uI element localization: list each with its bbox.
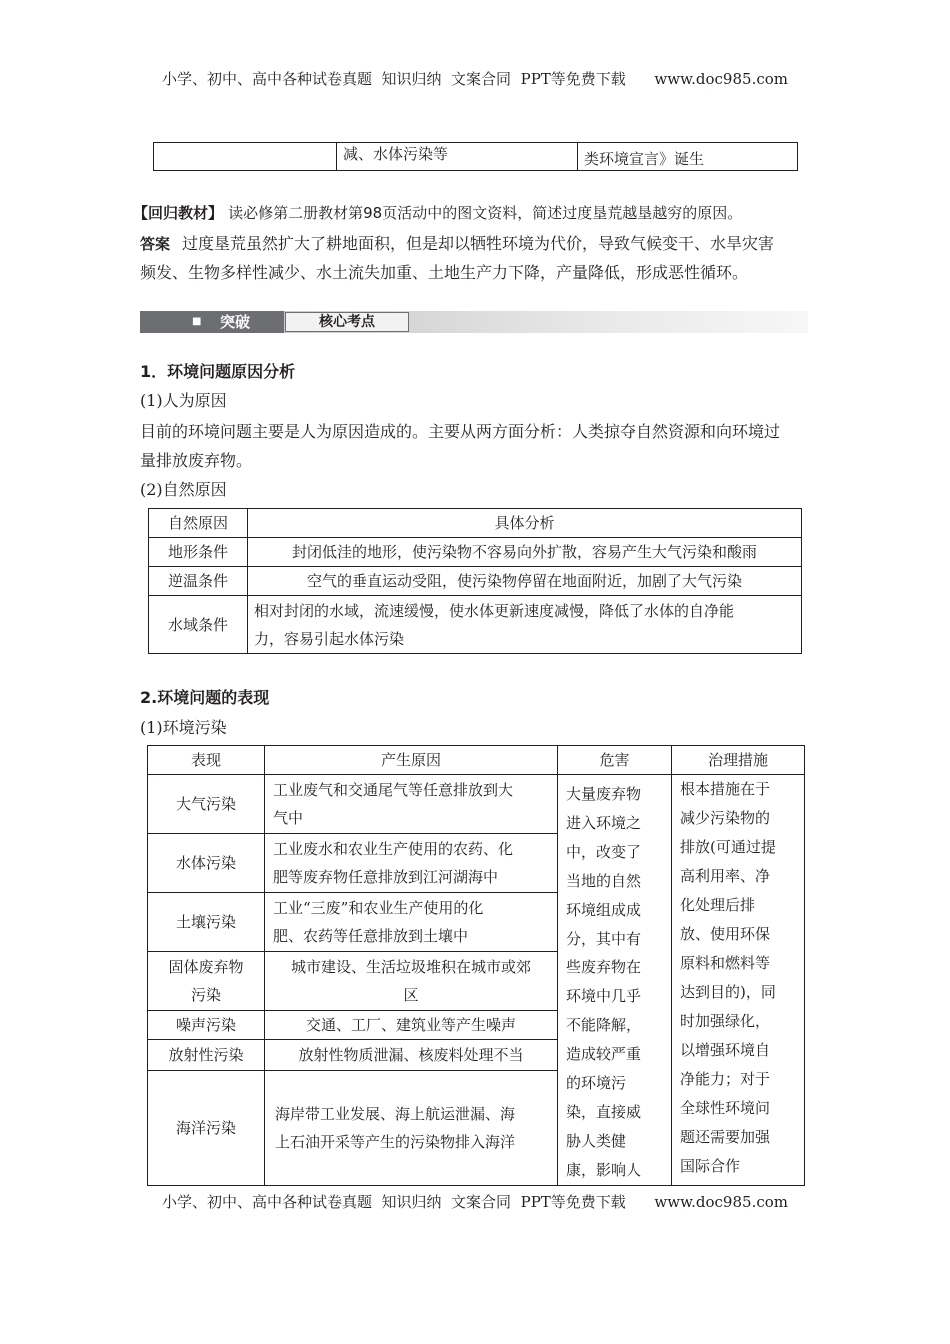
section-banner [140,311,808,333]
pollution-cause [265,775,558,834]
table-header-row [148,746,805,775]
pollution-cause [265,833,558,892]
harm-line: 些废弃物在 [566,958,642,977]
section1-para-2: 量排放废弃物。 [140,451,253,470]
table-row [149,596,802,654]
measure-line: 放、使用环保 [680,925,771,943]
header-cell: 产生原因 [265,746,558,775]
cause-line: 海岸带工业发展、海上航运泄漏、海 [275,1104,516,1123]
pollution-cause [265,951,558,1010]
cause-line: 区 [403,985,419,1004]
row-analysis: 封闭低洼的地形，使污染物不容易向外扩散，容易产生大气污染和酸雨 [248,538,802,567]
harm-line: 康，影响人 [566,1160,642,1179]
pollution-type: 大气污染 [148,775,265,834]
pollution-type: 水体污染 [148,833,265,892]
banner-square-icon: ■ [192,316,202,327]
header-cell: 具体分析 [248,509,802,538]
harm-line: 造成较严重 [566,1045,642,1064]
section1-sub1: (1)人为原因 [140,391,227,410]
measure-line: 净能力；对于 [680,1070,771,1088]
pollution-type: 海洋污染 [148,1070,265,1185]
type-line: 固体废弃物 [168,957,244,976]
section2-sub1: (1)环境污染 [140,718,227,737]
harm-line: 进入环境之 [566,813,642,832]
cause-line: 工业“三废”和农业生产使用的化 [273,898,484,917]
measure-line: 达到目的)，同 [680,983,776,1001]
type-line: 污染 [190,985,221,1004]
harm-line: 中，改变了 [566,842,642,861]
banner-right-text: 核心考点 [285,312,409,332]
row-analysis [248,596,802,654]
measure-line: 高利用率、净 [680,867,771,885]
harm-line: 不能降解， [566,1016,642,1035]
analysis-line: 力，容易引起水体污染 [254,629,405,648]
review-line [133,199,742,227]
cause-line: 工业废气和交通尾气等任意排放到大 [273,780,514,799]
answer-line-1 [140,230,774,258]
banner-dark-part [140,311,284,333]
table-row [149,538,802,567]
answer-text-1: 过度垦荒虽然扩大了耕地面积，但是却以牺牲环境为代价，导致气候变干、水旱灾害 [182,234,775,253]
measure-line: 化处理后排 [680,896,756,914]
section2-title: 2.环境问题的表现 [140,688,270,707]
row-name: 地形条件 [149,538,248,567]
harm-cell [558,775,672,1186]
pollution-type [148,951,265,1010]
cause-line: 肥等废弃物任意排放到江河湖海中 [273,867,499,886]
harm-line: 的环境污 [566,1074,627,1093]
harm-line: 胁人类健 [566,1131,627,1150]
harm-line: 大量废弃物 [566,785,642,803]
table-row [148,775,805,834]
continued-cell-3: 类环境宣言》诞生 [578,143,798,171]
measures-cell [672,775,805,1186]
table-header-row [149,509,802,538]
row-name: 逆温条件 [149,567,248,596]
pollution-type: 放射性污染 [148,1040,265,1070]
measure-line: 排放(可通过提 [680,838,776,856]
page-footer: 小学、初中、高中各种试卷真题 知识归纳 文案合同 PPT等免费下载 www.doc985.com [161,1193,788,1211]
table-row [149,567,802,596]
header-cell: 危害 [558,746,672,775]
continued-cell-1 [154,143,337,171]
harm-line: 当地的自然 [566,871,642,890]
measure-line: 全球性环境问 [680,1099,771,1117]
answer-line-2: 频发、生物多样性减少、水土流失加重、土地生产力下降，产量降低，形成恶性循环。 [140,263,749,282]
cause-line: 气中 [273,808,304,827]
header-cell: 治理措施 [672,746,805,775]
analysis-line: 相对封闭的水域，流速缓慢，使水体更新速度减慢，降低了水体的自净能 [254,601,735,620]
measure-line: 减少污染物的 [680,809,771,827]
harm-line: 染，直接威 [566,1102,642,1121]
measure-line: 题还需要加强 [680,1128,771,1146]
pollution-table [147,745,805,1186]
pollution-cause [265,892,558,951]
section1-para-1: 目前的环境问题主要是人为原因造成的。主要从两方面分析：人类掠夺自然资源和向环境过 [140,422,781,441]
harm-line: 环境中几乎 [566,987,642,1006]
natural-causes-table [148,508,802,654]
header-cell: 自然原因 [149,509,248,538]
header-cell: 表现 [148,746,265,775]
cause-line: 上石油开采等产生的污染物排入海洋 [275,1132,516,1151]
harm-line: 环境组成成 [566,900,642,919]
harm-line: 分，其中有 [566,929,642,948]
section1-title: 1．环境问题原因分析 [140,362,296,381]
review-label: 【回归教材】 [133,204,224,222]
page-header: 小学、初中、高中各种试卷真题 知识归纳 文案合同 PPT等免费下载 www.doc985.com [161,70,788,88]
banner-left-text: 突破 [220,313,251,331]
cause-line: 工业废水和农业生产使用的农药、化 [273,839,514,858]
cause-line: 肥、农药等任意排放到土壤中 [273,926,469,945]
pollution-cause: 放射性物质泄漏、核废料处理不当 [265,1040,558,1070]
cause-line: 城市建设、生活垃圾堆积在城市或郊 [290,957,531,976]
review-text: 读必修第二册教材第98页活动中的图文资料，简述过度垦荒越垦越穷的原因。 [228,204,743,222]
pollution-cause [265,1070,558,1185]
row-name: 水域条件 [149,596,248,654]
pollution-cause: 交通、工厂、建筑业等产生噪声 [265,1010,558,1039]
measure-line: 原料和燃料等 [680,954,771,972]
measure-line: 以增强环境自 [680,1041,771,1059]
continued-table [153,142,798,171]
answer-label: 答案 [140,235,171,253]
pollution-type: 噪声污染 [148,1010,265,1039]
measure-line: 根本措施在于 [680,780,771,798]
pollution-type: 土壤污染 [148,892,265,951]
section1-sub2: (2)自然原因 [140,480,227,499]
measure-line: 时加强绿化， [680,1012,771,1030]
row-analysis: 空气的垂直运动受阻，使污染物停留在地面附近，加剧了大气污染 [248,567,802,596]
continued-cell-2: 减、水体污染等 [337,143,578,171]
measure-line: 国际合作 [680,1157,741,1175]
